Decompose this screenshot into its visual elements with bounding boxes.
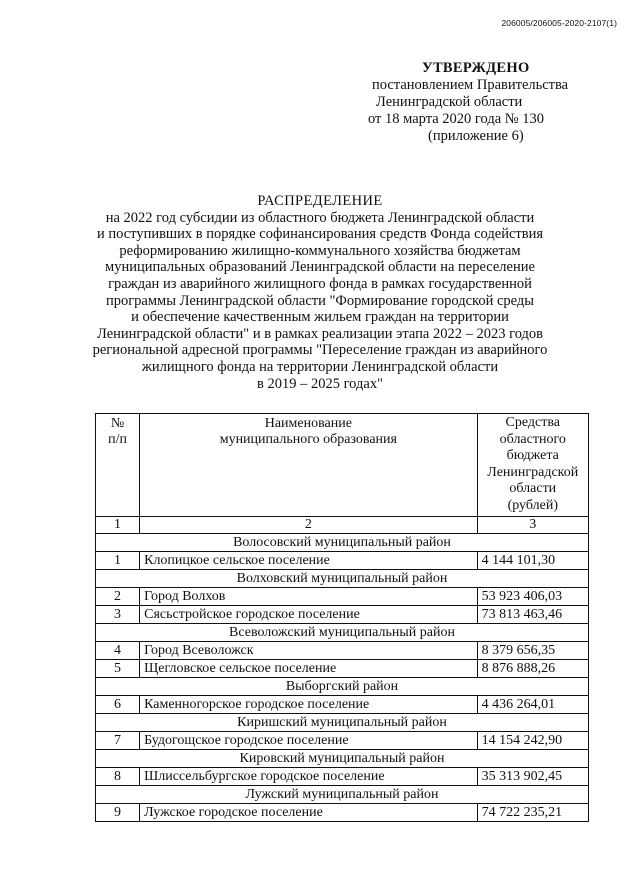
table-row [96,552,589,570]
approval-line: (приложение 6) [428,128,524,144]
column-index: 1 [96,517,140,534]
header-text: Наименование [264,416,352,431]
header-text: (рублей) [507,497,558,513]
approval-line: Ленинградской области [376,94,523,110]
municipality-name: Лужское городское поселение [140,804,477,822]
district-row [96,678,589,696]
municipality-name: Шлиссельбургское городское поселение [140,768,477,786]
municipality-name: Сясьстройское городское поселение [140,606,477,624]
title-line: на 2022 год субсидии из областного бюджета Ленинградской области [105,209,535,226]
row-number: 9 [96,804,140,822]
header-name [140,414,477,517]
approval-line: от 18 марта 2020 года № 130 [368,111,544,127]
row-number: 5 [96,660,140,678]
municipality-name: Город Волхов [140,588,477,606]
amount: 8 379 656,35 [477,642,588,660]
title-line: и обеспечение качественным жильем граждан на территории [131,309,509,326]
approval-heading: УТВЕРЖДЕНО [422,60,530,76]
column-index-row [96,517,589,534]
district-row [96,786,589,804]
header-funds [477,414,588,517]
distribution-table [95,413,589,822]
title-line: в 2019 – 2025 годах" [257,375,383,392]
title-line: жилищного фонда на территории Ленинградской области [141,358,499,375]
column-index: 3 [477,517,588,534]
amount: 8 876 888,26 [477,660,588,678]
table-row [96,642,589,660]
district-name: Лужский муниципальный район [96,786,589,804]
district-name: Всеволожский муниципальный район [96,624,589,642]
table-row [96,588,589,606]
header-text: муниципального образования [219,432,397,447]
title-line: региональной адресной программы "Переселение граждан из аварийного [92,342,548,359]
district-name: Волховский муниципальный район [96,570,589,588]
header-text: п/п [108,432,127,447]
amount: 74 722 235,21 [477,804,588,822]
header-text: № [110,416,125,431]
district-row [96,534,589,552]
column-index: 2 [140,517,477,534]
district-row [96,750,589,768]
district-row [96,714,589,732]
approval-line: постановлением Правительства [372,77,569,93]
amount: 53 923 406,03 [477,588,588,606]
table-row [96,696,589,714]
municipality-name: Клопицкое сельское поселение [140,552,477,570]
title-heading: РАСПРЕДЕЛЕНИЕ [257,193,383,209]
row-number: 8 [96,768,140,786]
header-text: областного [499,431,566,447]
table-row [96,768,589,786]
title-line: граждан из аварийного жилищного фонда в рамках государственной [108,275,532,292]
municipality-name: Щегловское сельское поселение [140,660,477,678]
approval-block [360,60,610,145]
table-row [96,732,589,750]
header-text: Ленинградской [487,464,579,480]
district-row [96,570,589,588]
amount: 73 813 463,46 [477,606,588,624]
title-body [40,210,600,393]
amount: 4 144 101,30 [477,552,588,570]
amount: 14 154 242,90 [477,732,588,750]
municipality-name: Город Всеволожск [140,642,477,660]
row-number: 6 [96,696,140,714]
amount: 35 313 902,45 [477,768,588,786]
row-number: 2 [96,588,140,606]
title-line: и поступивших в порядке софинансирования средств Фонда содействия [96,226,544,243]
municipality-name: Будогощское городское поселение [140,732,477,750]
table-row [96,804,589,822]
municipality-name: Каменногорское городское поселение [140,696,477,714]
district-name: Киришский муниципальный район [96,714,589,732]
document-number: 206005/206005-2020-2107(1) [501,18,617,28]
header-number [96,414,140,517]
header-text: Средства [505,415,561,430]
row-number: 1 [96,552,140,570]
district-row [96,624,589,642]
title-line: муниципальных образований Ленинградской области на переселение [105,259,535,276]
title-line: реформированию жилищно-коммунального хозяйства бюджетам [119,242,521,259]
table-row [96,660,589,678]
title-line: программы Ленинградской области "Формирование городской среды [105,292,535,309]
header-text: области [509,481,557,496]
title-line: Ленинградской области" и в рамках реализации этапа 2022 – 2023 годов [96,325,544,342]
document-title [40,193,600,392]
row-number: 4 [96,642,140,660]
district-name: Выборгский район [96,678,589,696]
table-header-row [96,414,589,517]
row-number: 7 [96,732,140,750]
table-row [96,606,589,624]
district-name: Кировский муниципальный район [96,750,589,768]
row-number: 3 [96,606,140,624]
header-text: бюджета [506,448,559,463]
amount: 4 436 264,01 [477,696,588,714]
district-name: Волосовский муниципальный район [96,534,589,552]
